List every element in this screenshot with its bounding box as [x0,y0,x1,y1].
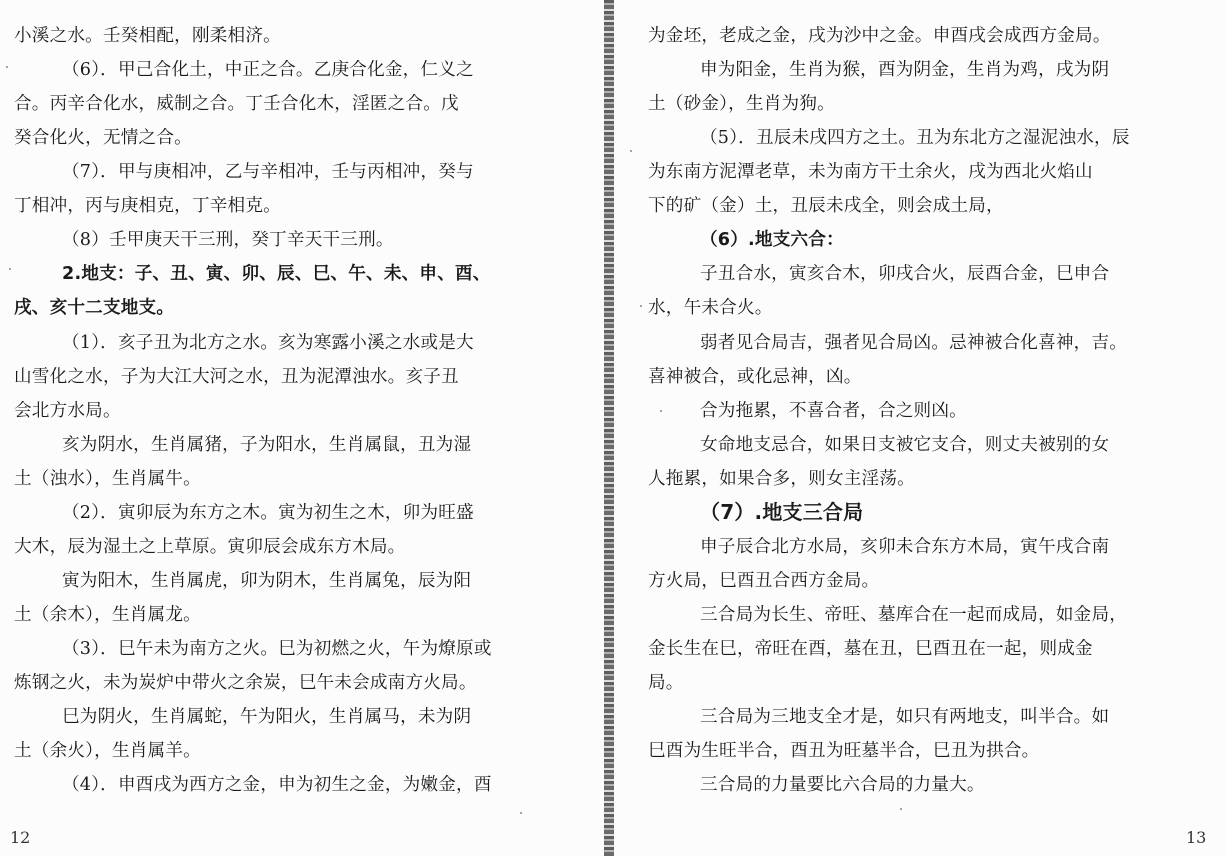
text-line: 大木，辰为湿土之上草原。寅卯辰会成东方木局。 [14,537,406,557]
text-line: 癸合化火，无情之合。 [14,128,192,148]
text-line: 申为阳金，生肖为猴，酉为阴金，生肖为鸡，戌为阴 [700,60,1110,80]
text-line: 方火局，巳酉丑合西方金局。 [648,571,880,591]
text-line: 炼钢之火，未为炭炉中带火之余炭，巳午未会成南方火局。 [14,673,477,693]
scan-speck [640,305,642,307]
text-line: 土（余木），生肖属龙。 [14,605,201,625]
text-line: 申子辰合北方水局，亥卯未合东方木局，寅午戌合南 [700,537,1110,557]
page-number: 13 [1186,828,1207,847]
page-number: 12 [10,828,31,847]
text-line: 子丑合水，寅亥合木，卯戌合火，辰酉合金，巳申合 [700,264,1110,284]
text-line: （7）．甲与庚相冲，乙与辛相冲，壬与丙相冲，癸与 [62,162,474,182]
text-line: 为金坯，老成之金，戌为沙中之金。申酉戌会成西方金局。 [648,26,1111,46]
text-line: 寅为阳木，生肖属虎，卯为阴木，生肖属兔，辰为阳 [62,571,472,591]
text-line: （1）．亥子丑为北方之水。亥为寒露小溪之水或是大 [62,333,474,353]
text-line: 会北方水局。 [14,401,121,421]
scan-speck [660,410,662,412]
text-line: 女命地支忌合，如果日支被它支合，则丈夫被别的女 [700,435,1110,455]
section-heading: （6）.地支六合： [700,230,844,250]
text-line: 土（砂金），生肖为狗。 [648,94,835,114]
text-line: 人拖累，如果合多，则女主淫荡。 [648,469,915,489]
text-line: 土（浊水），生肖属牛。 [14,469,201,489]
text-line: 巳酉为生旺半合，酉丑为旺墓半合，巳丑为拱合。 [648,741,1040,761]
text-line: 为东南方泥潭老草，未为南方干土余火，戌为西北火焰山 [648,162,1093,182]
text-line: 亥为阴水，生肖属猪，子为阳水，生肖属鼠，丑为湿 [62,435,472,455]
left-page [0,0,606,856]
text-line: 喜神被合，或化忌神，凶。 [648,367,862,387]
scan-speck [630,150,632,152]
text-line: 合。丙辛合化水，威制之合。丁壬合化木，淫匿之合。戊 [14,94,459,114]
section-heading: 2.地支：子、丑、寅、卯、辰、巳、午、未、申、酉、 [62,264,491,284]
section-heading: 戌、亥十二支地支。 [14,298,175,318]
scan-speck [6,66,8,68]
scan-speck [520,812,522,814]
text-line: 土（余火），生肖属羊。 [14,741,201,761]
text-line: 下的矿（金）土，丑辰未戌全，则会成土局， [648,196,1004,216]
text-line: 金长生在巳，帝旺在酉，墓在丑，巳酉丑在一起，则成金 [648,639,1093,659]
scan-speck [9,268,11,270]
text-line: 丁相冲，丙与庚相克，丁辛相克。 [14,196,281,216]
text-line: （8）壬甲庚天干三刑，癸丁辛天干三刑。 [62,230,394,250]
text-line: 局。 [648,673,684,693]
text-line: （3）．巳午未为南方之火。巳为初燃之火，午为燎原或 [62,639,492,659]
text-line: 三合局的力量要比六合局的力量大。 [700,775,985,795]
text-line: （6）．甲己合化土，中正之合。乙庚合化金，仁义之 [62,60,474,80]
text-line: （2）．寅卯辰为东方之木。寅为初生之木，卯为旺盛 [62,503,474,523]
text-line: （5）．丑辰未戌四方之土。丑为东北方之湿泥浊水，辰 [700,128,1130,148]
text-line: 弱者见合局吉，强者见合局凶。忌神被合化喜神，吉。 [700,333,1128,353]
text-line: （4）．申酉戌为西方之金，申为初生之金，为嫩金，酉 [62,775,492,795]
text-line: 水，午未合火。 [648,298,773,318]
text-line: 三合局为三地支全才是，如只有两地支，叫半合。如 [700,707,1110,727]
text-line: 合为拖累，不喜合者，合之则凶。 [700,401,967,421]
right-page [612,0,1225,856]
scan-speck [900,808,902,810]
text-line: 小溪之水。壬癸相配，刚柔相济。 [14,26,281,46]
text-line: 山雪化之水，子为大江大河之水，丑为泥潭浊水。亥子丑 [14,367,459,387]
text-line: 三合局为长生、帝旺、墓库合在一起而成局，如金局， [700,605,1128,625]
section-heading: （7）.地支三合局 [700,500,864,524]
text-line: 巳为阴火，生肖属蛇，午为阳火，生肖属马，未为阴 [62,707,472,727]
